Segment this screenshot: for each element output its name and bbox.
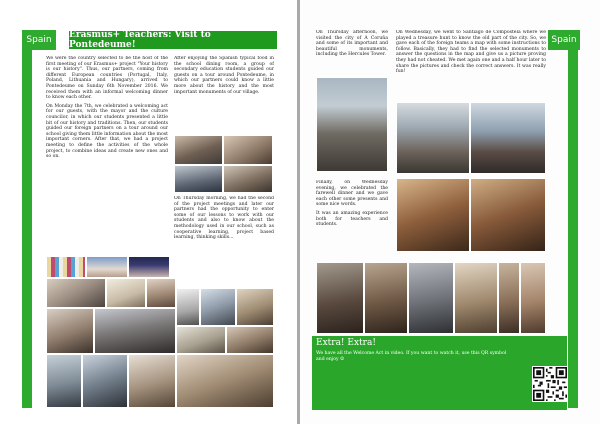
group-photo: [498, 262, 520, 334]
teacher-photo: [146, 278, 176, 308]
left-column-2-bottom: [174, 196, 274, 290]
teachers-photo: [520, 262, 546, 334]
lesson-photo: [46, 308, 94, 354]
stage-photo: [128, 256, 170, 278]
paragraph: On Thursday morning, we had the second of the project meetings and later our partners had the opportunity to enter some of our lessons to work with our students and also to know about the methodology used in our school, such as cooperative learning, project based learning, thinking skills...: [174, 196, 274, 241]
left-green-bar: [22, 30, 32, 408]
paragraph: We were the country selected to be the host of the first meeting of our Erasmus+ project "Your history is our history". Thus, our partners, coming from different European countries (Portugal, Italy, Poland, Lithuania and Hungary), arrived to Pontedeume on Sunday 6th November 2016. We received them with an informal welcoming dinner to know each other.: [46, 56, 168, 101]
paragraph: After enjoying the Spanish typical food in the school dining room, a group of secondary education students guided our guests on a tour around Pontedeume, in which our partners could know a little more about the history and the most important monuments of our village.: [174, 56, 274, 95]
dinner-photo: [316, 262, 364, 334]
hallway-photo: [176, 288, 200, 326]
extra-text: We have all the Welcome Act in video. If you want to watch it, use this QR symbol and enjoy ☺: [316, 351, 507, 362]
left-column-1: [46, 56, 168, 256]
students-photo: [94, 308, 176, 354]
presents-photo: [408, 262, 454, 334]
right-green-bar: [568, 30, 578, 408]
left-column-2-top: [174, 56, 274, 134]
classroom-photo: [223, 165, 273, 193]
paragraph: It was an amazing experience both for teachers and students.: [316, 210, 388, 228]
classroom-photo: [236, 288, 274, 326]
paragraph: On Monday the 7th, we celebrated a welcoming act for our guests, with the mayor and the culture councilor, in which our students presented a little bit of our history and traditions. Then, our students guided our foreign partners on a tour around our school giving them little information about the most important corners. After that, we had a project meeting to define the activities of the whole project, to combine ideas and create new ones and so on.: [46, 103, 168, 160]
right-page: [300, 0, 600, 424]
classroom-photo: [174, 165, 223, 193]
extra-title: Extra! Extra!: [316, 338, 376, 348]
workshop-photo: [106, 278, 146, 308]
santiago-group-photo: [470, 102, 546, 174]
hallway-photo: [46, 354, 82, 408]
right-column-2-top: [396, 30, 546, 100]
left-page: [0, 0, 297, 424]
meeting-photo: [223, 135, 273, 165]
activity-photo: [128, 354, 176, 408]
country-tab: Spain: [22, 30, 56, 50]
farewell-photo: [454, 262, 498, 334]
paragraph: On Wednesday, we went to Santiago de Compostela where we played a treasure hunt to know the old part of the city. So, we gave each of the foreign teams a map with some instructions to follow. Basically, they had to find the selected monuments to answer the questions in the map and give us a picture proving they had not cheated. We met again one and a half hour later to share the pictures and check the correct answers. It was really fun!: [396, 30, 546, 75]
meeting-photo: [200, 288, 236, 326]
group-photo: [86, 256, 128, 278]
santiago-photo: [396, 102, 470, 174]
page-title: Erasmus+ Teachers: Visit to Pontedeume!: [68, 30, 278, 50]
paragraph: Finally, on Wednesday evening, we celebrated the farewell dinner and we gave each other some presents and some nice words.: [316, 180, 388, 208]
hercules-tower-photo: [316, 77, 388, 172]
dinner-photo: [396, 178, 470, 252]
children-photo: [176, 354, 274, 408]
right-column-1-bottom: [316, 180, 388, 262]
right-column-1-top: [316, 30, 388, 76]
meeting-photo: [174, 135, 223, 165]
country-tab: Spain: [548, 30, 580, 50]
students-photo: [82, 354, 128, 408]
group-photo: [226, 326, 274, 354]
gift-photo: [364, 262, 408, 334]
paragraph: On Thursday afternoon, we visited the city of A Coruña and some of its important and beautiful monuments, including the Hercules Tower.: [316, 30, 388, 58]
qr-code[interactable]: [532, 366, 568, 402]
students-photo: [46, 278, 106, 308]
bunting-photo: [46, 256, 86, 278]
dinner-photo: [470, 178, 546, 252]
whiteboard-photo: [176, 326, 226, 354]
extra-box: [312, 336, 567, 410]
